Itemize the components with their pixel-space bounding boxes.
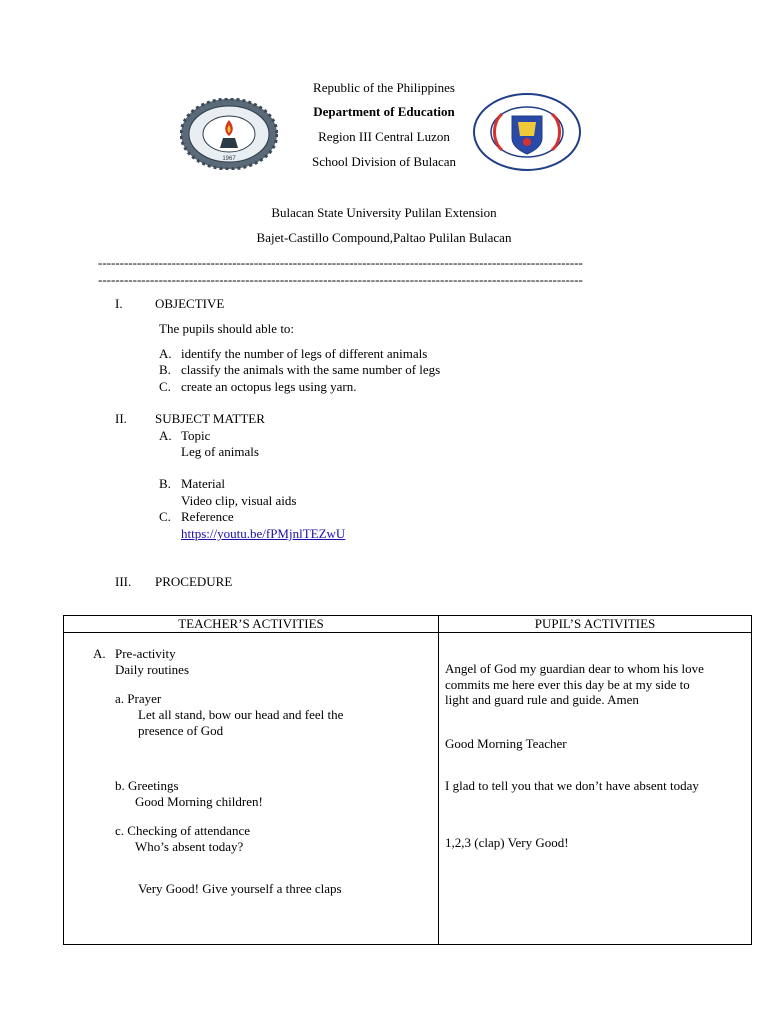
pupil-attendance-reply: I glad to tell you that we don’t have absent today xyxy=(445,778,699,793)
claps-instruction: Very Good! Give yourself a three claps xyxy=(138,881,342,896)
table-row xyxy=(64,633,752,945)
pupil-activities-header: PUPIL’S ACTIVITIES xyxy=(439,616,752,633)
subject-item-label: Material xyxy=(181,476,226,491)
school-name: Bulacan State University Pulilan Extension xyxy=(271,205,497,220)
objective-item-letter: C. xyxy=(159,379,171,394)
subject-item-value: Leg of animals xyxy=(181,444,259,459)
separator-line-1: ---------------------------------------------------------------------------------------------------------------- xyxy=(98,256,583,269)
pupil-prayer: commits me here ever this day be at my side to xyxy=(445,677,690,692)
table-header-row xyxy=(64,616,752,633)
pre-activity-label: Pre-activity xyxy=(115,646,176,661)
college-of-education-seal xyxy=(180,98,278,170)
subject-item-letter: A. xyxy=(159,428,172,443)
republic-line: Republic of the Philippines xyxy=(313,80,455,95)
objective-intro: The pupils should able to: xyxy=(159,321,295,336)
pupil-activities-cell xyxy=(439,633,752,945)
pupil-greeting-reply: Good Morning Teacher xyxy=(445,736,567,751)
attendance-question: Who’s absent today? xyxy=(135,839,244,854)
objective-item-letter: A. xyxy=(159,346,172,361)
attendance-label: c. Checking of attendance xyxy=(115,823,250,838)
procedure-numeral: III. xyxy=(115,574,132,589)
school-address: Bajet-Castillo Compound,Paltao Pulilan Bulacan xyxy=(256,230,512,245)
pupil-prayer: Angel of God my guardian dear to whom his love xyxy=(445,661,704,676)
objective-item-text: identify the number of legs of different animals xyxy=(181,346,428,361)
region-line: Region III Central Luzon xyxy=(318,129,450,144)
seal-year: 1967 xyxy=(222,156,236,162)
subject-item-label: Topic xyxy=(181,428,211,443)
pupil-clap-reply: 1,2,3 (clap) Very Good! xyxy=(445,835,569,850)
prayer-instruction: Let all stand, bow our head and feel the xyxy=(138,707,344,722)
subject-item-value: Video clip, visual aids xyxy=(181,493,297,508)
objective-title: OBJECTIVE xyxy=(155,296,225,311)
activities-table xyxy=(63,615,752,945)
division-line: School Division of Bulacan xyxy=(311,154,457,169)
objective-numeral: I. xyxy=(115,296,123,311)
pre-activity-letter: A. xyxy=(93,646,106,661)
teacher-activities-header: TEACHER’S ACTIVITIES xyxy=(64,616,439,633)
subject-matter-title: SUBJECT MATTER xyxy=(155,411,265,426)
subject-item-letter: C. xyxy=(159,509,171,524)
greetings-label: b. Greetings xyxy=(115,778,179,793)
teacher-activities-cell xyxy=(64,633,439,945)
separator-line-2: ---------------------------------------------------------------------------------------------------------------- xyxy=(98,273,583,286)
reference-link[interactable]: https://youtu.be/fPMjnlTEZwU xyxy=(181,526,346,541)
procedure-title: PROCEDURE xyxy=(155,574,233,589)
subject-item-label: Reference xyxy=(181,509,234,524)
subject-matter-numeral: II. xyxy=(115,411,127,426)
prayer-label: a. Prayer xyxy=(115,691,162,706)
objective-item-text: classify the animals with the same number of legs xyxy=(181,362,441,377)
prayer-instruction: presence of God xyxy=(138,723,224,738)
pupil-prayer: light and guard rule and guide. Amen xyxy=(445,692,639,707)
greetings-text: Good Morning children! xyxy=(135,794,263,809)
subject-item-letter: B. xyxy=(159,476,171,491)
daily-routines-label: Daily routines xyxy=(115,662,190,677)
deped-seal xyxy=(472,92,582,172)
objective-item-text: create an octopus legs using yarn. xyxy=(181,379,357,394)
objective-item-letter: B. xyxy=(159,362,171,377)
department-line: Department of Education xyxy=(313,104,455,119)
